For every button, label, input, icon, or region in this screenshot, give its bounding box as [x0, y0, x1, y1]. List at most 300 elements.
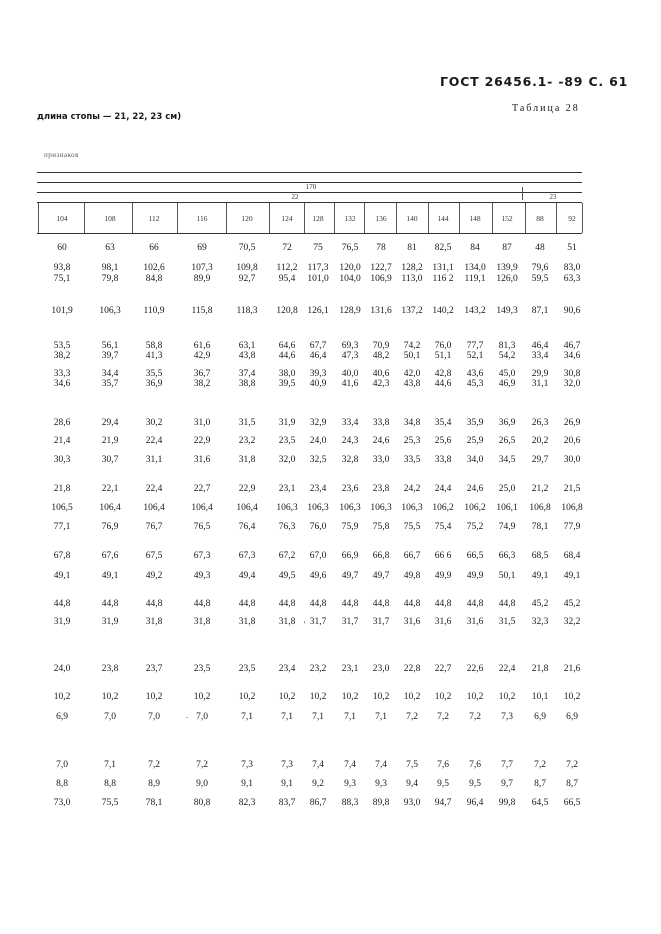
table-cell: 24,4 — [434, 484, 452, 494]
table-cell: 10,2 — [466, 692, 484, 702]
table-cell: 106,5 — [51, 503, 73, 513]
table-cell: 106,3 — [307, 503, 329, 513]
table-cell: 30,8 — [563, 369, 581, 379]
table-cell: 33,4 — [341, 418, 359, 428]
table-cell: 8,8 — [56, 779, 68, 789]
table-cell: 42,0 — [403, 369, 421, 379]
table-cell: 8,9 — [148, 779, 160, 789]
table-cell: 83,7 — [278, 798, 296, 808]
table-cell: 106,3 — [276, 503, 298, 513]
table-cell: 7,1 — [312, 712, 324, 722]
table-cell: 93,0 — [403, 798, 421, 808]
table-cell: 44,8 — [403, 599, 421, 609]
table-cell: 48,2 — [372, 351, 390, 361]
table-cell: 33,5 — [403, 455, 421, 465]
table-cell: 31,8 — [278, 617, 296, 627]
table-cell: 24,0 — [53, 664, 71, 674]
table-cell: 106,1 — [496, 503, 518, 513]
signs-column-label: признаков — [44, 151, 79, 159]
table-cell: 24,3 — [341, 436, 359, 446]
table-cell: 49,5 — [278, 571, 296, 581]
table-cell: 69,3 — [341, 341, 359, 351]
table-cell: 7,3 — [241, 760, 253, 770]
table-cell: 26,9 — [563, 418, 581, 428]
table-cell: 31,8 — [145, 617, 163, 627]
column-divider — [396, 203, 397, 233]
table-cell: 40,0 — [341, 369, 359, 379]
table-cell: 66,7 — [403, 551, 421, 561]
table-cell: 46,9 — [498, 379, 516, 389]
table-cell: 66,5 — [466, 551, 484, 561]
table-cell: 7,1 — [241, 712, 253, 722]
table-cell: 32,8 — [341, 455, 359, 465]
table-cell: 10,2 — [498, 692, 516, 702]
table-cell: 7,2 — [148, 760, 160, 770]
column-divider — [84, 203, 85, 233]
table-cell: 115,8 — [191, 306, 213, 316]
table-cell: 70,9 — [372, 341, 390, 351]
table-cell: 74,2 — [403, 341, 421, 351]
table-cell: 64,6 — [278, 341, 296, 351]
table-cell: 46,7 — [563, 341, 581, 351]
table-cell: 128,9 — [339, 306, 361, 316]
table-cell: 10,1 — [531, 692, 549, 702]
table-cell: 44,8 — [309, 599, 327, 609]
table-cell: 35,9 — [466, 418, 484, 428]
table-cell: 106,4 — [236, 503, 258, 513]
table-cell: 120,8 — [276, 306, 298, 316]
table-cell: 109,8 — [236, 263, 258, 273]
table-cell: 128,2 — [401, 263, 423, 273]
column-divider — [177, 203, 178, 233]
table-cell: 63 — [105, 243, 115, 253]
table-cell: 31,6 — [434, 617, 452, 627]
table-cell: 9,7 — [501, 779, 513, 789]
table-cell: 31,9 — [278, 418, 296, 428]
table-cell: 67,7 — [309, 341, 327, 351]
table-cell: 9,1 — [241, 779, 253, 789]
table-cell: 31,1 — [145, 455, 163, 465]
table-cell: 31,0 — [193, 418, 211, 428]
table-cell: 30,3 — [53, 455, 71, 465]
table-cell: 38,8 — [238, 379, 256, 389]
table-cell: 51 — [567, 243, 577, 253]
table-cell: 67,8 — [53, 551, 71, 561]
column-divider — [556, 203, 557, 233]
table-cell: 87,1 — [531, 306, 549, 316]
table-cell: 41,6 — [341, 379, 359, 389]
rule — [37, 192, 582, 193]
margin-mark: ' — [304, 620, 306, 629]
table-cell: 110,9 — [143, 306, 165, 316]
column-divider — [334, 203, 335, 233]
table-cell: 31,5 — [498, 617, 516, 627]
table-cell: 25,6 — [434, 436, 452, 446]
table-cell: 120,0 — [339, 263, 361, 273]
page-header: ГОСТ 26456.1- -89 С. 61 — [440, 74, 629, 89]
table-cell: 10,2 — [53, 692, 71, 702]
table-cell: 34,4 — [101, 369, 119, 379]
table-cell: 42,8 — [434, 369, 452, 379]
table-cell: 67,0 — [309, 551, 327, 561]
table-cell: 49,9 — [466, 571, 484, 581]
table-cell: 10,2 — [145, 692, 163, 702]
table-cell: 106,9 — [370, 274, 392, 284]
table-cell: 31,6 — [403, 617, 421, 627]
table-cell: 24,6 — [372, 436, 390, 446]
table-cell: 9,5 — [437, 779, 449, 789]
table-cell: 67,3 — [238, 551, 256, 561]
table-cell: 49,1 — [53, 571, 71, 581]
table-cell: 31,6 — [466, 617, 484, 627]
table-cell: 87 — [502, 243, 512, 253]
table-cell: 21,5 — [563, 484, 581, 494]
table-cell: 33,3 — [53, 369, 71, 379]
table-cell: 76,3 — [278, 522, 296, 532]
table-cell: 10,2 — [101, 692, 119, 702]
table-cell: 33,4 — [531, 351, 549, 361]
table-cell: 32,0 — [278, 455, 296, 465]
table-cell: 49,4 — [238, 571, 256, 581]
table-cell: 10,2 — [434, 692, 452, 702]
table-cell: 21,8 — [53, 484, 71, 494]
table-cell: 76,7 — [145, 522, 163, 532]
table-cell: 76,0 — [434, 341, 452, 351]
table-cell: 68,4 — [563, 551, 581, 561]
table-cell: 7,2 — [469, 712, 481, 722]
table-cell: 39,7 — [101, 351, 119, 361]
table-cell: 37,4 — [238, 369, 256, 379]
table-cell: 118,3 — [236, 306, 258, 316]
table-cell: 26,5 — [498, 436, 516, 446]
table-cell: 10,2 — [193, 692, 211, 702]
table-cell: 73,0 — [53, 798, 71, 808]
table-cell: 122,7 — [370, 263, 392, 273]
column-divider — [428, 203, 429, 233]
table-cell: 22,8 — [403, 664, 421, 674]
table-cell: 20,2 — [531, 436, 549, 446]
table-cell: 134,0 — [464, 263, 486, 273]
table-cell: 31,8 — [238, 455, 256, 465]
table-cell: 44,8 — [278, 599, 296, 609]
table-cell: 49,8 — [403, 571, 421, 581]
table-cell: 31,1 — [531, 379, 549, 389]
table-cell: 9,3 — [344, 779, 356, 789]
table-cell: 29,4 — [101, 418, 119, 428]
column-divider — [226, 203, 227, 233]
table-cell: 45,3 — [466, 379, 484, 389]
table-cell: 50,1 — [498, 571, 516, 581]
table-cell: 66 6 — [434, 551, 452, 561]
table-cell: 7,1 — [281, 712, 293, 722]
table-cell: 7,2 — [534, 760, 546, 770]
table-cell: 82,5 — [434, 243, 452, 253]
table-cell: 75 — [313, 243, 323, 253]
table-cell: 89,9 — [193, 274, 211, 284]
table-cell: 38,0 — [278, 369, 296, 379]
table-cell: 66,5 — [563, 798, 581, 808]
table-cell: 31,8 — [238, 617, 256, 627]
table-cell: 32,5 — [309, 455, 327, 465]
table-cell: 102,6 — [143, 263, 165, 273]
table-cell: 83,0 — [563, 263, 581, 273]
table-cell: 76,5 — [341, 243, 359, 253]
table-cell: 7,0 — [148, 712, 160, 722]
rule — [37, 172, 582, 173]
column-divider — [132, 203, 133, 233]
table-cell: 92,7 — [238, 274, 256, 284]
table-cell: 75,1 — [53, 274, 71, 284]
table-cell: 22,4 — [145, 436, 163, 446]
table-cell: 31,7 — [341, 617, 359, 627]
table-cell: 7,1 — [104, 760, 116, 770]
table-cell: 7,1 — [375, 712, 387, 722]
table-cell: 31,7 — [372, 617, 390, 627]
table-cell: 24,2 — [403, 484, 421, 494]
column-divider — [364, 203, 365, 233]
table-cell: 75,8 — [372, 522, 390, 532]
table-cell: 7,4 — [312, 760, 324, 770]
table-cell: 24,6 — [466, 484, 484, 494]
table-cell: 40,6 — [372, 369, 390, 379]
table-cell: 22,6 — [466, 664, 484, 674]
table-cell: 7,6 — [437, 760, 449, 770]
table-cell: 29,7 — [531, 455, 549, 465]
table-cell: 38,2 — [193, 379, 211, 389]
table-cell: 139,9 — [496, 263, 518, 273]
table-cell: 9,4 — [406, 779, 418, 789]
table-cell: 48 — [535, 243, 545, 253]
table-cell: 77,9 — [563, 522, 581, 532]
table-cell: 23,5 — [193, 664, 211, 674]
table-cell: 22,9 — [193, 436, 211, 446]
table-cell: 107,3 — [191, 263, 213, 273]
table-cell: 149,3 — [496, 306, 518, 316]
table-cell: 44,8 — [101, 599, 119, 609]
table-cell: 49,1 — [531, 571, 549, 581]
table-cell: 10,2 — [403, 692, 421, 702]
table-cell: 89,8 — [372, 798, 390, 808]
table-cell: 45,2 — [563, 599, 581, 609]
table-cell: 44,8 — [238, 599, 256, 609]
table-cell: 54,2 — [498, 351, 516, 361]
table-cell: 10,2 — [278, 692, 296, 702]
table-cell: 44,8 — [53, 599, 71, 609]
table-cell: 23,1 — [278, 484, 296, 494]
table-cell: 7,2 — [437, 712, 449, 722]
table-cell: 7,4 — [344, 760, 356, 770]
table-cell: 31,9 — [101, 617, 119, 627]
table-cell: 35,4 — [434, 418, 452, 428]
table-cell: 36,7 — [193, 369, 211, 379]
table-cell: 31,9 — [53, 617, 71, 627]
table-cell: 6,9 — [56, 712, 68, 722]
table-cell: 49,7 — [372, 571, 390, 581]
table-cell: 26,3 — [531, 418, 549, 428]
table-cell: 21,4 — [53, 436, 71, 446]
table-cell: 44,6 — [434, 379, 452, 389]
table-cell: 95,4 — [278, 274, 296, 284]
table-cell: 44,8 — [145, 599, 163, 609]
table-cell: 61,6 — [193, 341, 211, 351]
group-label-23: 23 — [549, 193, 557, 201]
table-cell: 96,4 — [466, 798, 484, 808]
table-cell: 7,4 — [375, 760, 387, 770]
table-cell: 44,8 — [341, 599, 359, 609]
table-cell: 39,5 — [278, 379, 296, 389]
table-cell: 10,2 — [309, 692, 327, 702]
table-cell: 21,8 — [531, 664, 549, 674]
table-cell: 93,8 — [53, 263, 71, 273]
table-cell: 38,2 — [53, 351, 71, 361]
column-header: 136 — [375, 214, 387, 223]
table-cell: 106,3 — [339, 503, 361, 513]
table-cell: 23,2 — [238, 436, 256, 446]
table-cell: 24,0 — [309, 436, 327, 446]
table-cell: 43,8 — [403, 379, 421, 389]
column-header: 124 — [281, 214, 293, 223]
table-cell: 44,8 — [498, 599, 516, 609]
table-cell: 44,8 — [466, 599, 484, 609]
table-cell: 106,4 — [143, 503, 165, 513]
table-cell: 6,9 — [566, 712, 578, 722]
table-cell: 84 — [470, 243, 480, 253]
column-header: 148 — [469, 214, 481, 223]
table-cell: 99,8 — [498, 798, 516, 808]
table-cell: 23,4 — [309, 484, 327, 494]
table-cell: 33,0 — [372, 455, 390, 465]
table-cell: 10,2 — [341, 692, 359, 702]
table-cell: 8,7 — [566, 779, 578, 789]
column-divider — [38, 203, 39, 233]
table-cell: 31,6 — [193, 455, 211, 465]
table-cell: 31,8 — [193, 617, 211, 627]
table-cell: 43,6 — [466, 369, 484, 379]
column-header: 140 — [406, 214, 418, 223]
margin-mark: . — [186, 711, 188, 720]
table-cell: 67,5 — [145, 551, 163, 561]
table-cell: 30,7 — [101, 455, 119, 465]
table-cell: 46,4 — [309, 351, 327, 361]
table-cell: 10,2 — [563, 692, 581, 702]
table-cell: 22,1 — [101, 484, 119, 494]
table-cell: 79,6 — [531, 263, 549, 273]
table-cell: 106,8 — [529, 503, 551, 513]
table-cell: 30,0 — [563, 455, 581, 465]
column-header: 88 — [536, 214, 544, 223]
table-cell: 34,0 — [466, 455, 484, 465]
table-cell: 49,1 — [101, 571, 119, 581]
column-header: 128 — [312, 214, 324, 223]
table-cell: 45,2 — [531, 599, 549, 609]
table-cell: 76,5 — [193, 522, 211, 532]
table-cell: 7,6 — [469, 760, 481, 770]
table-cell: 40,9 — [309, 379, 327, 389]
table-cell: 143,2 — [464, 306, 486, 316]
table-cell: 45,0 — [498, 369, 516, 379]
table-cell: 104,0 — [339, 274, 361, 284]
table-cell: 137,2 — [401, 306, 423, 316]
column-header: 132 — [344, 214, 356, 223]
table-cell: 49,7 — [341, 571, 359, 581]
table-cell: 44,8 — [372, 599, 390, 609]
table-cell: 106,8 — [561, 503, 583, 513]
column-divider — [582, 203, 583, 233]
table-cell: 81 — [407, 243, 417, 253]
table-cell: 76,4 — [238, 522, 256, 532]
table-cell: 44,6 — [278, 351, 296, 361]
table-cell: 119,1 — [464, 274, 486, 284]
table-cell: 77,1 — [53, 522, 71, 532]
table-cell: 131,1 — [432, 263, 454, 273]
table-cell: 74,9 — [498, 522, 516, 532]
table-cell: 46,4 — [531, 341, 549, 351]
table-cell: 44,8 — [434, 599, 452, 609]
table-cell: 52,1 — [466, 351, 484, 361]
table-cell: 23,1 — [341, 664, 359, 674]
table-cell: 32,3 — [531, 617, 549, 627]
table-cell: 42,3 — [372, 379, 390, 389]
column-divider — [269, 203, 270, 233]
table-cell: 7,7 — [501, 760, 513, 770]
table-cell: 64,5 — [531, 798, 549, 808]
table-cell: 68,5 — [531, 551, 549, 561]
table-cell: 94,7 — [434, 798, 452, 808]
table-cell: 70,5 — [238, 243, 256, 253]
table-cell: 106,3 — [99, 306, 121, 316]
table-cell: 7,3 — [281, 760, 293, 770]
table-cell: 7,1 — [344, 712, 356, 722]
table-cell: 90,6 — [563, 306, 581, 316]
table-cell: 23,8 — [372, 484, 390, 494]
table-cell: 78 — [376, 243, 386, 253]
table-cell: 60 — [57, 243, 67, 253]
table-cell: 43,8 — [238, 351, 256, 361]
table-cell: 81,3 — [498, 341, 516, 351]
table-cell: 106,3 — [401, 503, 423, 513]
column-header: 112 — [148, 214, 160, 223]
table-cell: 69 — [197, 243, 207, 253]
table-cell: 22,4 — [145, 484, 163, 494]
table-cell: 77,7 — [466, 341, 484, 351]
table-cell: 80,8 — [193, 798, 211, 808]
table-cell: 34,6 — [563, 351, 581, 361]
table-cell: 131,6 — [370, 306, 392, 316]
table-cell: 106,4 — [191, 503, 213, 513]
table-cell: 67,6 — [101, 551, 119, 561]
table-cell: 49,1 — [563, 571, 581, 581]
table-cell: 126,0 — [496, 274, 518, 284]
table-cell: 25,0 — [498, 484, 516, 494]
table-cell: 75,5 — [403, 522, 421, 532]
column-divider — [304, 203, 305, 233]
table-cell: 23,2 — [309, 664, 327, 674]
table-cell: 32,0 — [563, 379, 581, 389]
table-cell: 67,3 — [193, 551, 211, 561]
column-header: 108 — [104, 214, 116, 223]
table-cell: 30,2 — [145, 418, 163, 428]
table-cell: 106,2 — [432, 503, 454, 513]
table-cell: 67,2 — [278, 551, 296, 561]
table-cell: 66,8 — [372, 551, 390, 561]
table-cell: 56,1 — [101, 341, 119, 351]
table-cell: 22,9 — [238, 484, 256, 494]
table-cell: 51,1 — [434, 351, 452, 361]
table-cell: 66,3 — [498, 551, 516, 561]
table-cell: 88,3 — [341, 798, 359, 808]
table-cell: 79,8 — [101, 274, 119, 284]
table-cell: 7,3 — [501, 712, 513, 722]
